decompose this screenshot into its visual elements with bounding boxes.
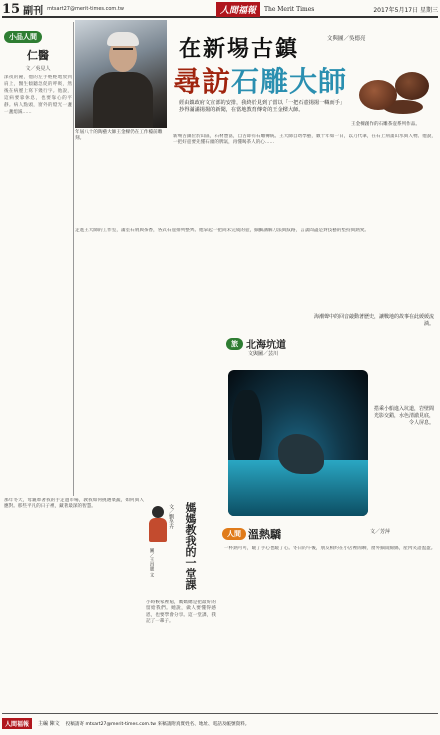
- drink-title: 溫熱驕: [248, 528, 281, 541]
- feature-headline: 在新埸古鎮: [179, 36, 300, 62]
- article-title: 仁醫: [27, 49, 49, 62]
- issue-date: 2017年5月17日 星期三: [373, 6, 438, 14]
- left-column-article: [4, 24, 72, 494]
- footer-logo: 人間福報: [2, 718, 32, 729]
- drink-article: [220, 520, 436, 710]
- section-tag: 小品人間: [4, 31, 42, 43]
- portrait-caption: 年屆八十的陶藝大師王金樑仍在工作檯前雕刻。: [75, 130, 163, 141]
- artist-portrait-photo: [75, 20, 167, 128]
- feature-lead: 經由鎮政府文宣部的安排，我終於見到了當以「一把石壺揚揚一幟而手」抄得滿滿揚揚的新聞，在當地教育傳奇的王金樑大師。: [179, 100, 346, 114]
- section-name: 副刊: [23, 5, 44, 17]
- mother-title: 媽媽教我的一堂課: [184, 502, 197, 590]
- column-divider: [73, 22, 74, 496]
- mother-byline: 文／劉冬卉: [168, 504, 174, 529]
- article-byline: 文／吳見人: [25, 66, 51, 72]
- article-body: 深夜的鐘，他的左手輕輕地放到肩上，醫生傾聽急促的呼吸，然後在病歷上寫下幾行字。他說，這病要靠休息，也要靠心的平靜。病人點頭，窗外的燈光一盞一盞熄滅……: [4, 75, 72, 115]
- page-footer: [2, 713, 438, 733]
- feature-body: 新埸古鎮位於山區，石材豐富，自古即有石雕傳統。王大師自幼學藝，數十年如一日，以刀代筆，在石上刻畫山水與人物。他說，一把好壺要先懂石頭的脾氣，再懂喝茶人的心……: [173, 134, 436, 146]
- travel-intro: 海潮聲中的回音敲動著歷史，讓戰地的故事在此緩緩流淌。: [314, 314, 435, 327]
- feature-subheadline: 尋訪石雕大師: [173, 65, 348, 98]
- header-email: mtsart27@merit-times.com.tw: [47, 6, 124, 12]
- travel-tag: 旅: [226, 338, 243, 350]
- feature-article: [75, 18, 436, 228]
- mother-body: 小時候家裡窮，媽媽總是把最好的留給我們。她說，做人要懂得感恩，也要學會分享。這一堂課，我記了一輩子。: [146, 600, 216, 625]
- teapot-caption: 王金樑創作的石雕茶壺系列作品。: [351, 122, 420, 127]
- feature-continued-body: 走進王大師的工作室，滿室石屑與茶香，各式石壺排列整齊。他拿起一把尚未完成的壺，細細講解刀法與紋路，言談間盡是對技藝的堅持與熱愛。: [75, 228, 370, 233]
- girl-illustration: [148, 506, 168, 542]
- drink-body: 一杯熱可可，暖了手心也暖了心。冬日的午後，朋友相約在小店裡閒聊，窗外細雨綿綿，屋內笑語盈盈。: [224, 546, 436, 551]
- travel-article: [220, 308, 436, 518]
- page-header: [2, 2, 438, 18]
- newspaper-logo: 人間福報: [216, 2, 260, 17]
- drink-byline: 文／芳萍: [370, 529, 391, 535]
- newspaper-logo-en: The Merit Times: [263, 5, 315, 13]
- travel-byline: 文與圖／芸川: [248, 351, 279, 357]
- page-number: 15: [2, 1, 21, 17]
- footer-editor: 主編 陳文: [38, 721, 60, 727]
- footer-notice: 投稿請寄 mtsart27@merit-times.com.tw 來稿請附真實姓名、地址、電話及帳號資料。: [65, 721, 250, 727]
- travel-title: 北海坑道: [246, 340, 286, 351]
- teapot-photo: [353, 70, 433, 122]
- mother-illustrator: 圖／王昌惠 文: [149, 548, 154, 578]
- feature-byline: 文與圖／吳德亮: [327, 36, 366, 42]
- drink-tag: 人間: [222, 528, 246, 540]
- sea-cave-photo: [228, 370, 368, 516]
- lower-left-article: 那年冬天，母親牽著我的手走過市場，教我如何挑選菜蔬，如何與人應對。那些平凡的日子裡，藏著最深的智慧。: [4, 498, 144, 510]
- travel-body: 搭乘小船進入坑道，岩壁間光影交錯，水色清澈見底，令人屏息。: [373, 406, 434, 426]
